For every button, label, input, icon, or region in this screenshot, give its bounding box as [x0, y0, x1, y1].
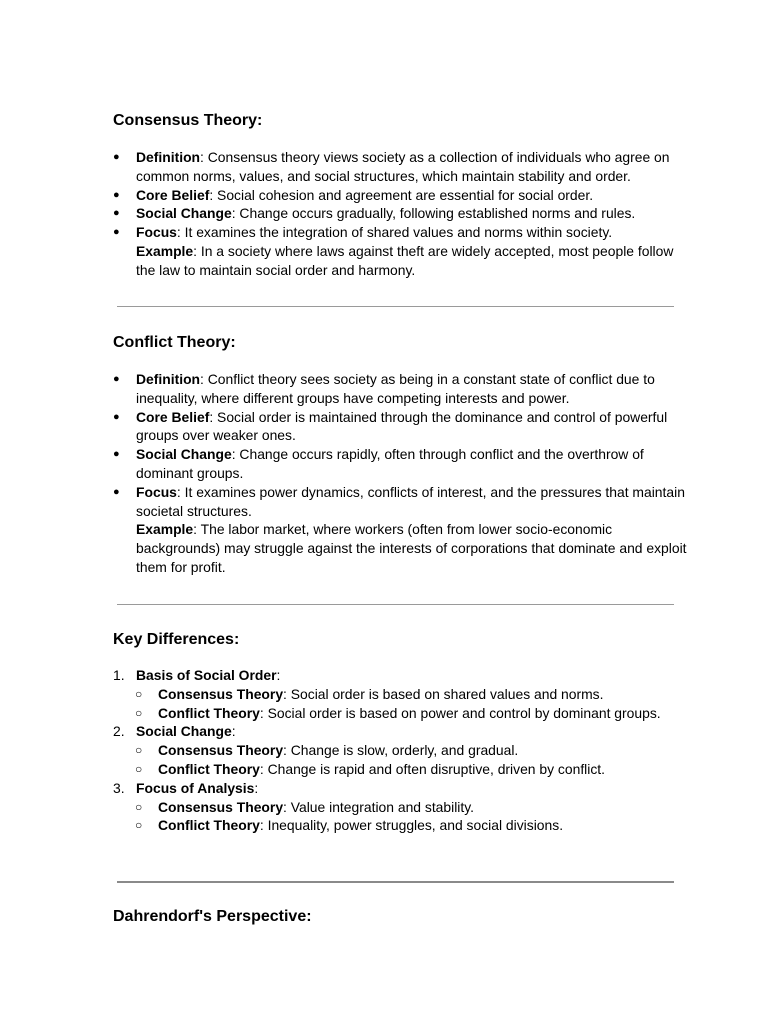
differences-list	[113, 666, 693, 835]
list-item	[113, 666, 693, 685]
term-focus-of-analysis: Focus of Analysis	[136, 779, 255, 796]
sub-list-container	[113, 741, 693, 779]
circle-bullet-icon: ○	[135, 761, 143, 776]
list-item	[113, 408, 693, 446]
consensus-list	[113, 148, 693, 280]
term-conflict-theory: Conflict Theory	[158, 704, 260, 721]
term-core-belief: Core Belief	[136, 408, 210, 425]
bullet-icon: ●	[113, 226, 120, 239]
example-line	[136, 520, 693, 576]
sub-list-item	[113, 798, 693, 817]
sub-item-text: : Inequality, power struggles, and social divisions.	[259, 817, 564, 834]
bullet-icon: ●	[113, 410, 120, 423]
item-text: : Conflict theory sees society as being in a constant state of conflict due to inequality, where different groups have competing interests and power.	[136, 371, 655, 406]
example-text: : In a society where laws against theft are widely accepted, most people follow the law to maintain social order and harmony.	[136, 242, 674, 278]
bullet-icon: ●	[113, 207, 120, 220]
term-focus: Focus	[136, 483, 177, 500]
sub-list-item	[113, 685, 693, 704]
item-text: : Consensus theory views society as a collection of individuals who agree on common norms, values, and social structures, which maintain stability and order.	[136, 149, 670, 184]
bullet-icon: ●	[113, 151, 120, 163]
bullet-icon: ●	[113, 188, 120, 201]
term-example: Example	[136, 242, 194, 259]
dahrendorf-heading: Dahrendorf's Perspective:	[113, 908, 312, 925]
term-social-change: Social Change	[136, 205, 232, 222]
list-item	[113, 779, 693, 798]
list-item	[113, 204, 693, 223]
circle-bullet-icon: ○	[135, 818, 143, 833]
sub-list-item	[113, 741, 693, 760]
example-line	[136, 242, 693, 280]
conflict-heading: Conflict Theory:	[113, 334, 236, 351]
list-item	[113, 370, 693, 408]
item-text: : It examines power dynamics, conflicts of interest, and the pressures that maintain societal structures.	[136, 483, 685, 519]
item-number: 1.	[113, 667, 125, 683]
list-item	[113, 186, 693, 205]
sub-list-container	[113, 685, 693, 723]
item-text: : Social order is maintained through the dominance and control of powerful groups over weaker ones.	[136, 408, 668, 444]
circle-bullet-icon: ○	[135, 705, 143, 720]
sub-item-text: : Change is slow, orderly, and gradual.	[283, 742, 519, 759]
consensus-heading: Consensus Theory:	[113, 112, 263, 129]
sub-item-text: : Change is rapid and often disruptive, driven by conflict.	[259, 760, 606, 777]
item-text: : Social cohesion and agreement are essential for social order.	[209, 186, 594, 203]
list-item	[113, 483, 693, 577]
item-colon: :	[254, 779, 259, 796]
circle-bullet-icon: ○	[135, 799, 143, 814]
conflict-list	[113, 370, 693, 577]
sub-item-text: : Social order is based on shared values and norms.	[283, 685, 604, 702]
term-core-belief: Core Belief	[136, 186, 210, 203]
term-conflict-theory: Conflict Theory	[158, 817, 260, 834]
sub-list	[113, 798, 693, 836]
term-social-change: Social Change	[136, 446, 232, 463]
circle-bullet-icon: ○	[135, 686, 143, 701]
term-social-change: Social Change	[136, 723, 232, 740]
differences-heading: Key Differences:	[113, 631, 240, 648]
bullet-icon: ●	[113, 448, 120, 461]
item-text: : It examines the integration of shared values and norms within society.	[176, 224, 613, 241]
item-colon: :	[231, 723, 236, 740]
term-basis-of-social-order: Basis of Social Order	[136, 667, 277, 683]
list-item	[113, 445, 693, 483]
list-item	[113, 148, 693, 186]
list-item	[113, 223, 693, 279]
item-number: 3.	[113, 779, 125, 796]
sub-item-text: : Social order is based on power and control by dominant groups.	[259, 704, 661, 721]
bullet-icon: ●	[113, 485, 120, 498]
item-text: : Change occurs rapidly, often through conflict and the overthrow of dominant groups.	[136, 446, 644, 481]
term-consensus-theory: Consensus Theory	[158, 742, 284, 759]
item-number: 2.	[113, 723, 125, 740]
term-definition: Definition	[136, 149, 201, 165]
item-colon: :	[276, 667, 281, 683]
circle-bullet-icon: ○	[135, 743, 143, 758]
item-text: : Change occurs gradually, following established norms and rules.	[231, 205, 636, 222]
sub-list	[113, 685, 693, 723]
divider	[117, 881, 674, 883]
term-focus: Focus	[136, 224, 177, 241]
term-consensus-theory: Consensus Theory	[158, 798, 284, 815]
sub-list-item	[113, 704, 693, 723]
example-text: : The labor market, where workers (often from lower socio-economic backgrounds) may struggle against the interests of corporations that dominate and exploit them for profit.	[136, 521, 687, 575]
sub-item-text: : Value integration and stability.	[283, 798, 475, 815]
sub-list-item	[113, 816, 693, 835]
term-consensus-theory: Consensus Theory	[158, 685, 284, 702]
sub-list-container	[113, 798, 693, 836]
list-item	[113, 722, 693, 741]
bullet-icon: ●	[113, 373, 120, 385]
sub-list	[113, 741, 693, 779]
sub-list-item	[113, 760, 693, 779]
term-conflict-theory: Conflict Theory	[158, 760, 260, 777]
term-definition: Definition	[136, 371, 201, 387]
divider	[117, 306, 674, 307]
divider	[117, 604, 674, 605]
term-example: Example	[136, 521, 194, 538]
